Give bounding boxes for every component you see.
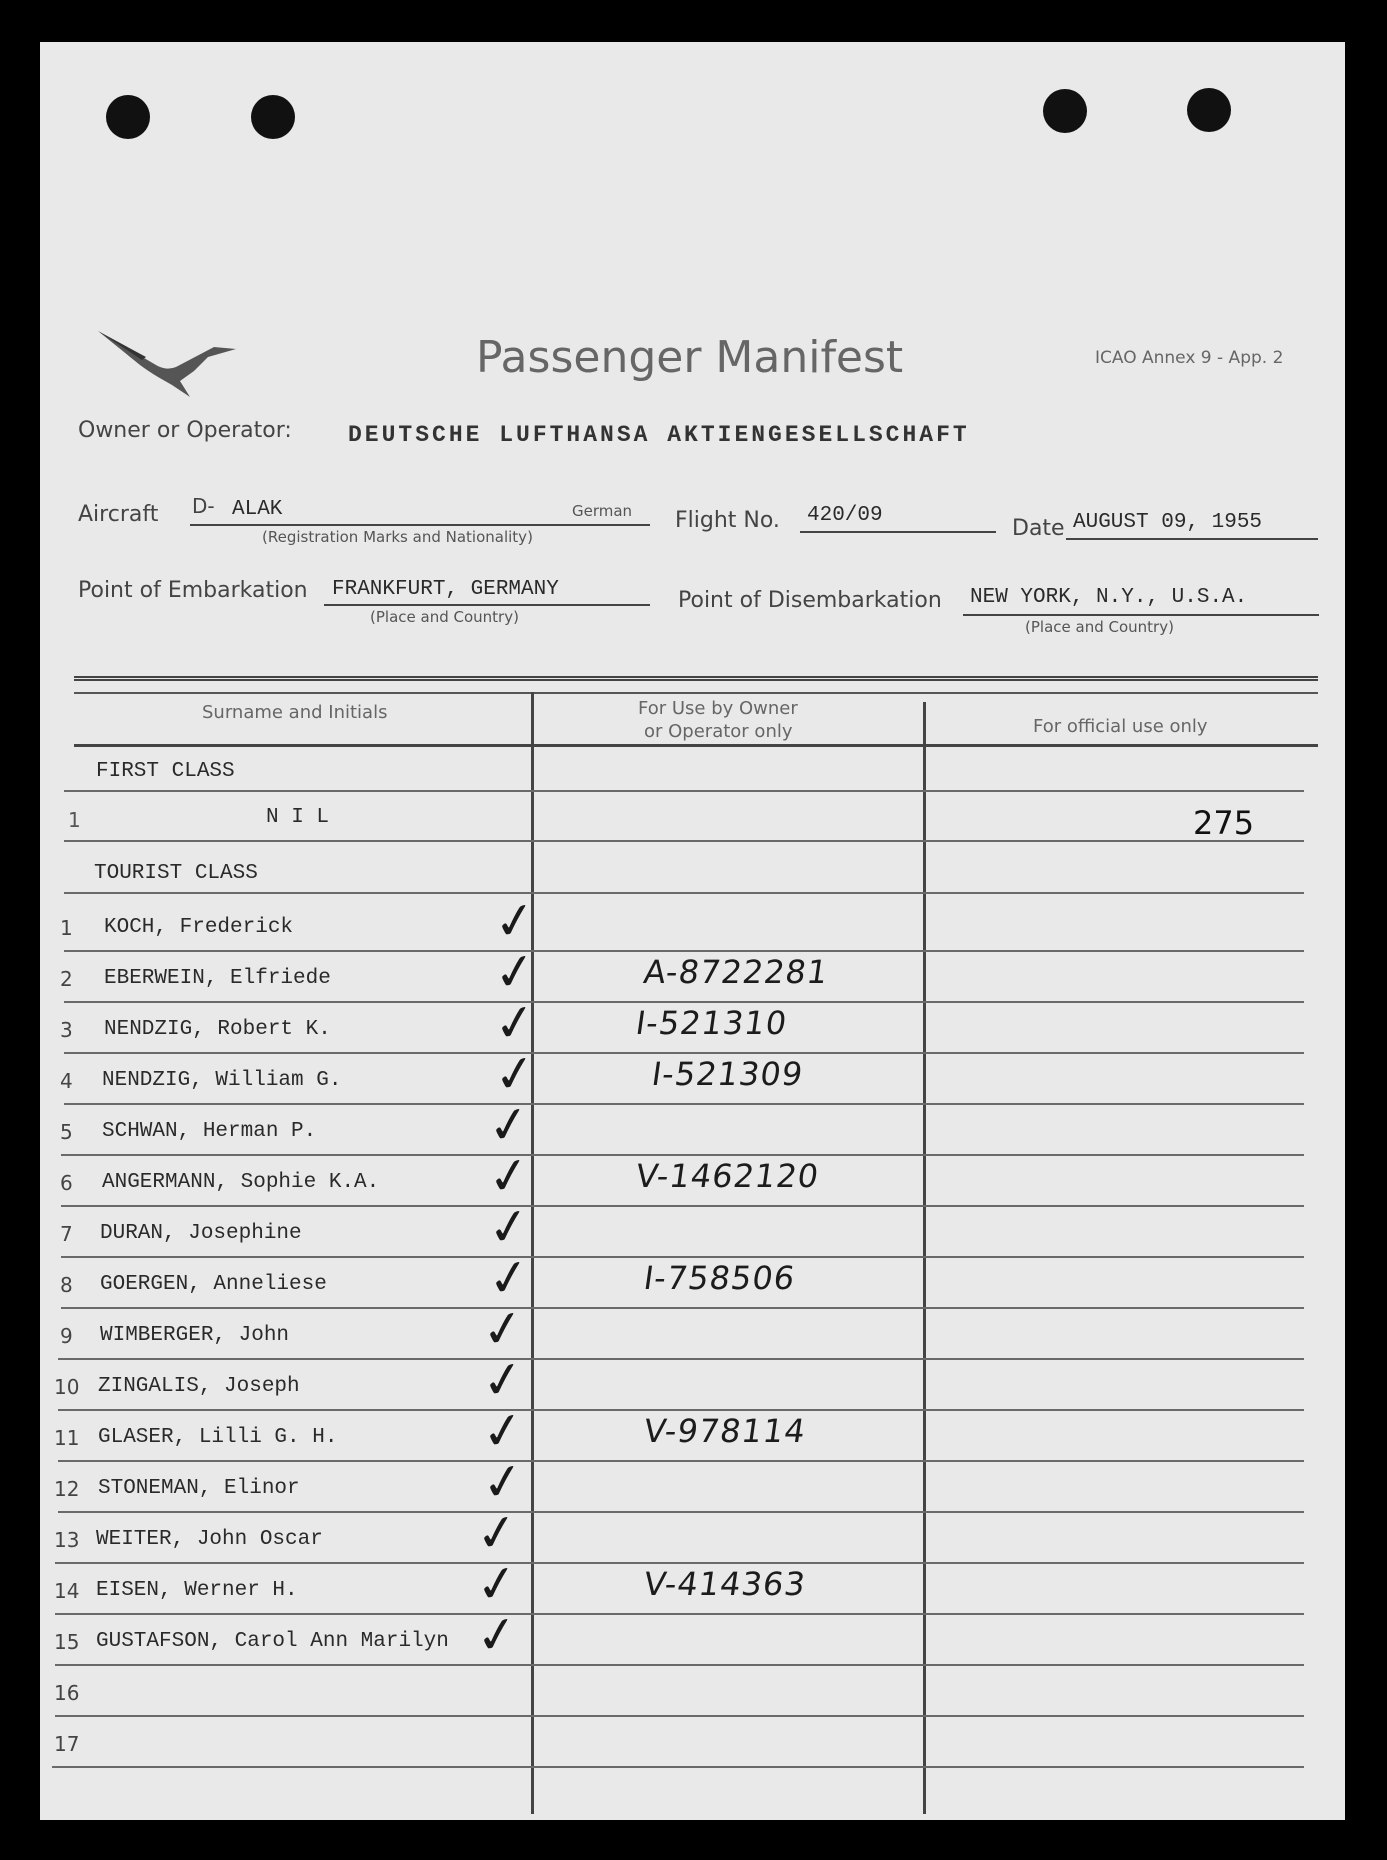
- row-divider: [61, 1307, 1304, 1309]
- tourist-class-heading: TOURIST CLASS: [94, 862, 258, 885]
- column-header-surname: Surname and Initials: [202, 702, 388, 723]
- row-divider: [52, 1766, 1304, 1768]
- check-mark-icon: ✓: [484, 1246, 534, 1310]
- passenger-name: DURAN, Josephine: [100, 1222, 302, 1245]
- aircraft-registration: ALAK: [232, 498, 283, 521]
- row-number: 17: [54, 1732, 80, 1756]
- passport-number: V-978114: [641, 1412, 809, 1450]
- punch-hole: [251, 95, 295, 139]
- row-divider: [55, 1715, 1304, 1717]
- table-top-border: [74, 676, 1318, 681]
- passenger-name: KOCH, Frederick: [104, 916, 294, 939]
- passenger-name: SCHWAN, Herman P.: [102, 1120, 317, 1143]
- passport-number: I-521309: [649, 1055, 806, 1093]
- disembarkation-label: Point of Disembarkation: [678, 588, 942, 613]
- flight-number: 420/09: [807, 504, 883, 527]
- row-divider: [64, 950, 1304, 952]
- row-number: 14: [54, 1579, 80, 1603]
- manifest-page: [40, 42, 1345, 1820]
- embarkation-label: Point of Embarkation: [78, 578, 308, 603]
- check-mark-icon: ✓: [472, 1603, 522, 1667]
- row-divider: [55, 1562, 1304, 1564]
- passport-number: A-8722281: [641, 953, 831, 991]
- embarkation-caption: (Place and Country): [370, 608, 519, 626]
- passenger-name: ZINGALIS, Joseph: [98, 1375, 300, 1398]
- check-mark-icon: ✓: [478, 1348, 528, 1412]
- row-divider: [58, 1409, 1304, 1411]
- owner-value: DEUTSCHE LUFTHANSA AKTIENGESELLSCHAFT: [348, 422, 970, 448]
- passport-number: V-414363: [641, 1565, 809, 1603]
- owner-label: Owner or Operator:: [78, 418, 292, 443]
- row-number: 6: [60, 1171, 73, 1195]
- row-number: 3: [60, 1018, 73, 1042]
- punch-hole: [106, 95, 150, 139]
- page-title: Passenger Manifest: [476, 332, 904, 383]
- passenger-name: WEITER, John Oscar: [96, 1528, 323, 1551]
- row-number: 2: [60, 967, 73, 991]
- row-number: 1: [60, 916, 73, 940]
- check-mark-icon: ✓: [490, 1042, 540, 1106]
- punch-hole: [1187, 88, 1231, 132]
- passport-number: I-758506: [641, 1259, 798, 1297]
- check-mark-icon: ✓: [478, 1450, 528, 1514]
- aircraft-caption: (Registration Marks and Nationality): [262, 528, 533, 546]
- row-divider: [64, 1103, 1304, 1105]
- official-number: 275: [1193, 804, 1255, 842]
- row-number: 5: [60, 1120, 73, 1144]
- passenger-name: EBERWEIN, Elfriede: [104, 967, 331, 990]
- date-underline: [1066, 538, 1318, 540]
- row-divider: [61, 1256, 1304, 1258]
- row-number: 4: [60, 1069, 73, 1093]
- date-value: AUGUST 09, 1955: [1073, 511, 1263, 534]
- disembarkation-value: NEW YORK, N.Y., U.S.A.: [970, 586, 1248, 609]
- flight-underline: [800, 531, 996, 533]
- check-mark-icon: ✓: [472, 1552, 522, 1616]
- crane-logo: [96, 327, 242, 402]
- aircraft-nationality: German: [572, 502, 633, 520]
- embarkation-underline: [324, 604, 650, 606]
- passenger-name: GOERGEN, Anneliese: [100, 1273, 327, 1296]
- row-number: 8: [60, 1273, 73, 1297]
- check-mark-icon: ✓: [472, 1501, 522, 1565]
- passenger-name: NENDZIG, Robert K.: [104, 1018, 331, 1041]
- aircraft-prefix: D-: [192, 494, 215, 518]
- passenger-name: GUSTAFSON, Carol Ann Marilyn: [96, 1630, 449, 1653]
- table-top-border-inner: [74, 692, 1318, 694]
- row-divider: [64, 892, 1304, 894]
- row-divider: [58, 1460, 1304, 1462]
- check-mark-icon: ✓: [484, 1195, 534, 1259]
- row-number: 15: [54, 1630, 80, 1654]
- check-mark-icon: ✓: [490, 991, 540, 1055]
- first-class-heading: FIRST CLASS: [96, 760, 235, 783]
- check-mark-icon: ✓: [478, 1399, 528, 1463]
- row-divider: [64, 1001, 1304, 1003]
- row-divider: [61, 1205, 1304, 1207]
- passenger-name: GLASER, Lilli G. H.: [98, 1426, 338, 1449]
- passenger-name: ANGERMANN, Sophie K.A.: [102, 1171, 380, 1194]
- passport-number: I-521310: [633, 1004, 790, 1042]
- disembarkation-underline: [963, 614, 1319, 616]
- row-divider: [61, 1154, 1304, 1156]
- flight-label: Flight No.: [675, 508, 780, 533]
- embarkation-value: FRANKFURT, GERMANY: [332, 578, 559, 601]
- disembarkation-caption: (Place and Country): [1025, 618, 1174, 636]
- row-number: 7: [60, 1222, 73, 1246]
- check-mark-icon: ✓: [490, 889, 540, 953]
- aircraft-label: Aircraft: [78, 502, 159, 527]
- annex-reference: ICAO Annex 9 - App. 2: [1095, 348, 1284, 368]
- row-divider: [64, 1052, 1304, 1054]
- passenger-name: WIMBERGER, John: [100, 1324, 290, 1347]
- first-class-row-name: N I L: [266, 806, 330, 829]
- row-number: 11: [54, 1426, 80, 1450]
- check-mark-icon: ✓: [484, 1093, 534, 1157]
- column-header-owner-line2: or Operator only: [644, 721, 793, 742]
- aircraft-underline: [190, 524, 650, 526]
- row-number: 10: [54, 1375, 80, 1399]
- row-number: 12: [54, 1477, 80, 1501]
- passenger-name: NENDZIG, William G.: [102, 1069, 342, 1092]
- row-divider: [58, 1358, 1304, 1360]
- check-mark-icon: ✓: [478, 1297, 528, 1361]
- passenger-name: EISEN, Werner H.: [96, 1579, 298, 1602]
- check-mark-icon: ✓: [484, 1144, 534, 1208]
- row-number: 13: [54, 1528, 80, 1552]
- row-divider: [64, 840, 1304, 842]
- passenger-name: STONEMAN, Elinor: [98, 1477, 300, 1500]
- punch-hole: [1043, 89, 1087, 133]
- first-class-row-number: 1: [68, 808, 81, 832]
- row-divider: [58, 1511, 1304, 1513]
- row-divider: [64, 790, 1304, 792]
- column-divider-2: [923, 702, 926, 1814]
- row-number: 16: [54, 1681, 80, 1705]
- row-divider: [55, 1613, 1304, 1615]
- header-row-divider: [74, 744, 1318, 747]
- column-header-official: For official use only: [1033, 716, 1208, 737]
- check-mark-icon: ✓: [490, 940, 540, 1004]
- row-divider: [55, 1664, 1304, 1666]
- column-header-owner-line1: For Use by Owner: [638, 698, 798, 719]
- passport-number: V-1462120: [633, 1157, 822, 1195]
- row-number: 9: [60, 1324, 73, 1348]
- date-label: Date: [1012, 516, 1065, 541]
